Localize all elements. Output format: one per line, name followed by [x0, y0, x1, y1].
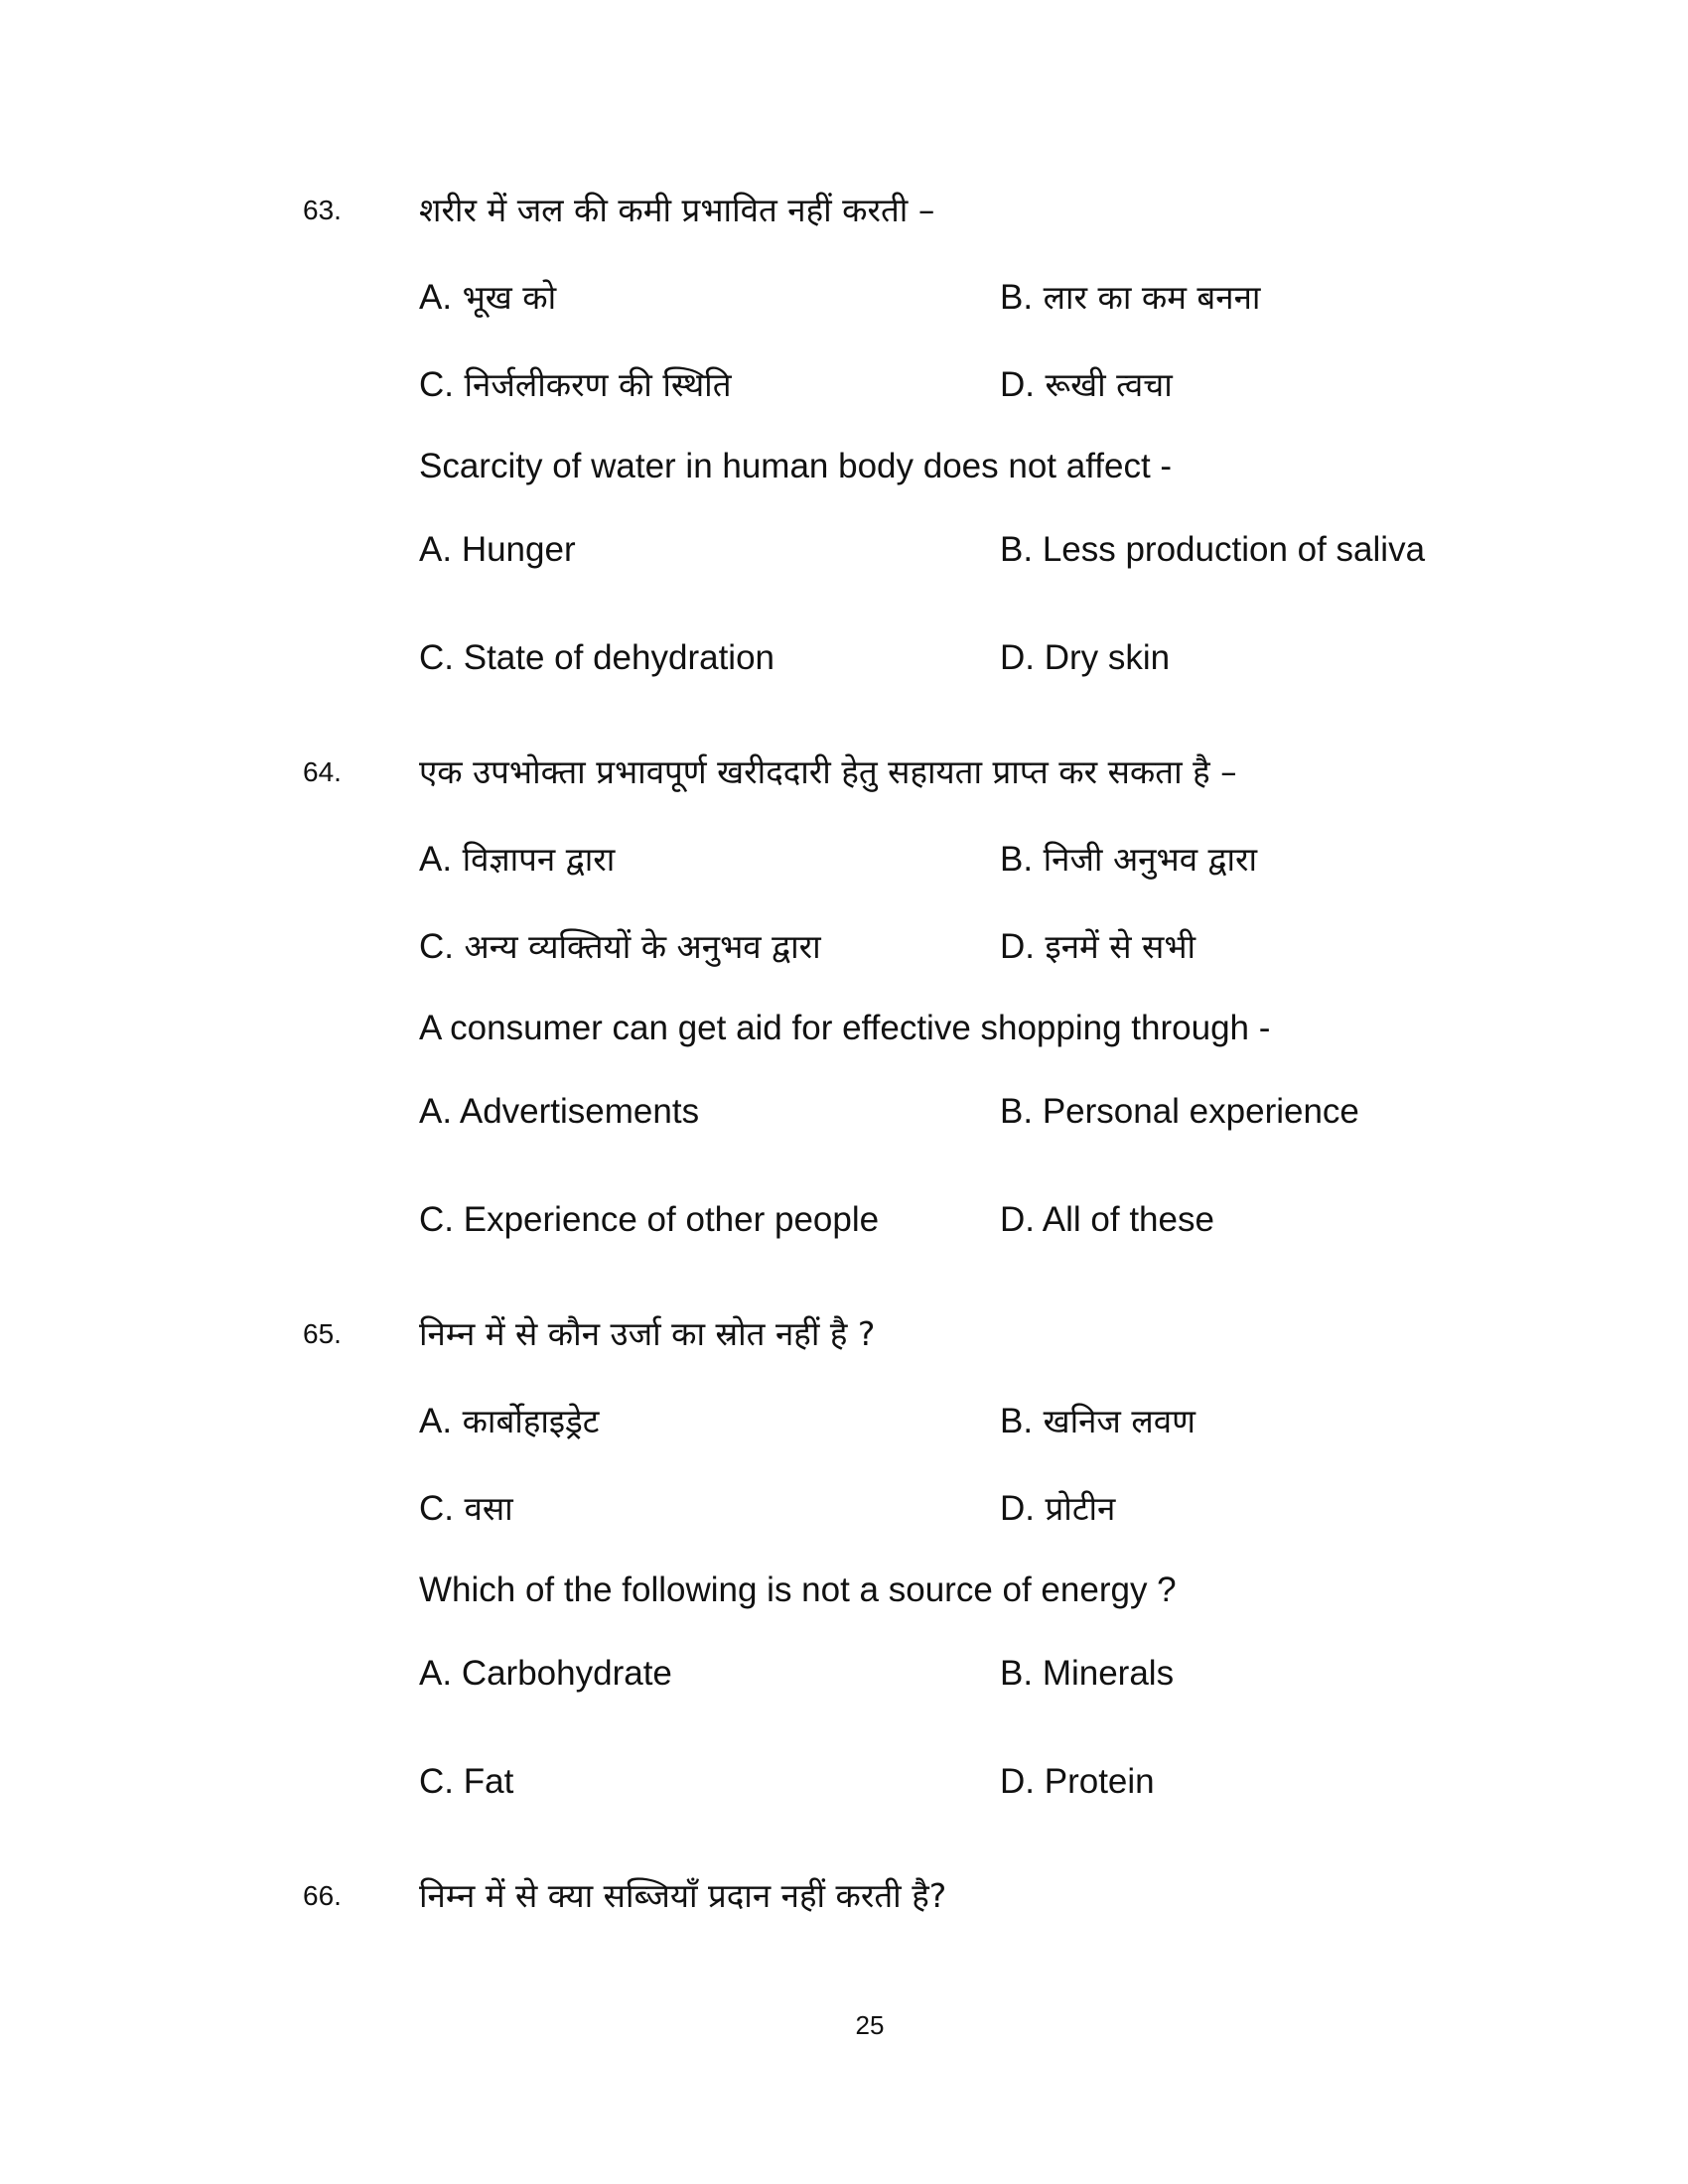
option-text: विज्ञापन द्वारा [462, 840, 616, 879]
option-letter: C. [419, 365, 454, 404]
option-b-hindi [1000, 274, 1260, 319]
question-number: 64. [303, 756, 342, 787]
option-d-english [1000, 1200, 1214, 1240]
option-a-hindi [419, 1398, 599, 1442]
option-b-english [1000, 1654, 1174, 1694]
option-letter: C. [419, 638, 454, 677]
option-letter: A. [419, 1092, 453, 1131]
option-text: All of these [1042, 1200, 1214, 1239]
option-text: Dry skin [1044, 638, 1171, 677]
question-number: 63. [303, 195, 342, 225]
option-d-english [1000, 638, 1170, 678]
option-a-english [419, 530, 576, 570]
option-text: State of dehydration [463, 638, 775, 677]
page-number: 25 [855, 2010, 885, 2040]
question-stem-hindi: शरीर में जल की कमी प्रभावित नहीं करती – [419, 191, 935, 229]
option-text: खनिज लवण [1043, 1402, 1196, 1440]
option-text: निजी अनुभव द्वारा [1043, 840, 1258, 879]
option-text: इनमें से सभी [1045, 927, 1196, 966]
option-c-hindi [419, 361, 732, 406]
option-letter: D. [1000, 927, 1035, 966]
option-d-hindi [1000, 1485, 1115, 1530]
option-letter: D. [1000, 1200, 1035, 1239]
option-text: Protein [1044, 1762, 1155, 1801]
option-text: भूख को [462, 278, 557, 317]
option-text: रूखी त्वचा [1045, 365, 1173, 404]
question-stem-english: A consumer can get aid for effective shopping through - [419, 1009, 1271, 1047]
option-a-english [419, 1654, 672, 1694]
option-text: Minerals [1042, 1654, 1175, 1693]
option-text: Advertisements [459, 1092, 700, 1131]
option-letter: B. [1000, 1654, 1034, 1693]
option-letter: A. [419, 1654, 453, 1693]
option-letter: B. [1000, 1402, 1034, 1440]
option-text: Fat [463, 1762, 514, 1801]
option-b-english [1000, 530, 1425, 570]
question-stem-hindi: एक उपभोक्ता प्रभावपूर्ण खरीददारी हेतु सहायता प्राप्त कर सकता है – [419, 752, 1237, 791]
option-d-hindi [1000, 361, 1173, 406]
option-c-english [419, 1200, 879, 1240]
option-letter: D. [1000, 638, 1035, 677]
option-text: वसा [464, 1489, 513, 1528]
option-letter: A. [419, 840, 453, 879]
option-letter: A. [419, 1402, 453, 1440]
option-letter: C. [419, 927, 454, 966]
question-stem-english: Scarcity of water in human body does not affect - [419, 447, 1173, 485]
option-letter: A. [419, 530, 453, 569]
option-c-english [419, 638, 774, 678]
option-letter: C. [419, 1489, 454, 1528]
option-letter: D. [1000, 1762, 1035, 1801]
option-b-hindi [1000, 1398, 1196, 1442]
option-letter: D. [1000, 1489, 1035, 1528]
option-b-english [1000, 1092, 1359, 1132]
option-text: लार का कम बनना [1043, 278, 1261, 317]
option-c-english [419, 1762, 513, 1802]
option-letter: C. [419, 1762, 454, 1801]
question-stem-hindi: निम्न में से कौन उर्जा का स्रोत नहीं है ? [419, 1314, 876, 1353]
question-number: 65. [303, 1318, 342, 1349]
option-a-english [419, 1092, 699, 1132]
option-letter: B. [1000, 840, 1034, 879]
option-letter: A. [419, 278, 453, 317]
option-letter: B. [1000, 278, 1034, 317]
option-text: Personal experience [1042, 1092, 1359, 1131]
option-text: निर्जलीकरण की स्थिति [464, 365, 732, 404]
option-c-hindi [419, 923, 821, 968]
option-letter: C. [419, 1200, 454, 1239]
option-text: अन्य व्यक्तियों के अनुभव द्वारा [464, 927, 821, 966]
option-text: प्रोटीन [1045, 1489, 1116, 1528]
option-text: कार्बोहाइड्रेट [462, 1402, 600, 1440]
option-text: Carbohydrate [461, 1654, 672, 1693]
option-d-english [1000, 1762, 1155, 1802]
option-b-hindi [1000, 836, 1257, 881]
question-number: 66. [303, 1880, 342, 1911]
option-letter: B. [1000, 1092, 1034, 1131]
option-text: Experience of other people [463, 1200, 880, 1239]
option-letter: B. [1000, 530, 1034, 569]
option-text: Hunger [461, 530, 576, 569]
question-stem-english: Which of the following is not a source of energy ? [419, 1570, 1177, 1609]
option-c-hindi [419, 1485, 513, 1530]
option-text: Less production of saliva [1042, 530, 1426, 569]
option-d-hindi [1000, 923, 1196, 968]
option-letter: D. [1000, 365, 1035, 404]
option-a-hindi [419, 836, 615, 881]
question-stem-hindi: निम्न में से क्या सब्जियाँ प्रदान नहीं करती है? [419, 1876, 947, 1915]
option-a-hindi [419, 274, 556, 319]
